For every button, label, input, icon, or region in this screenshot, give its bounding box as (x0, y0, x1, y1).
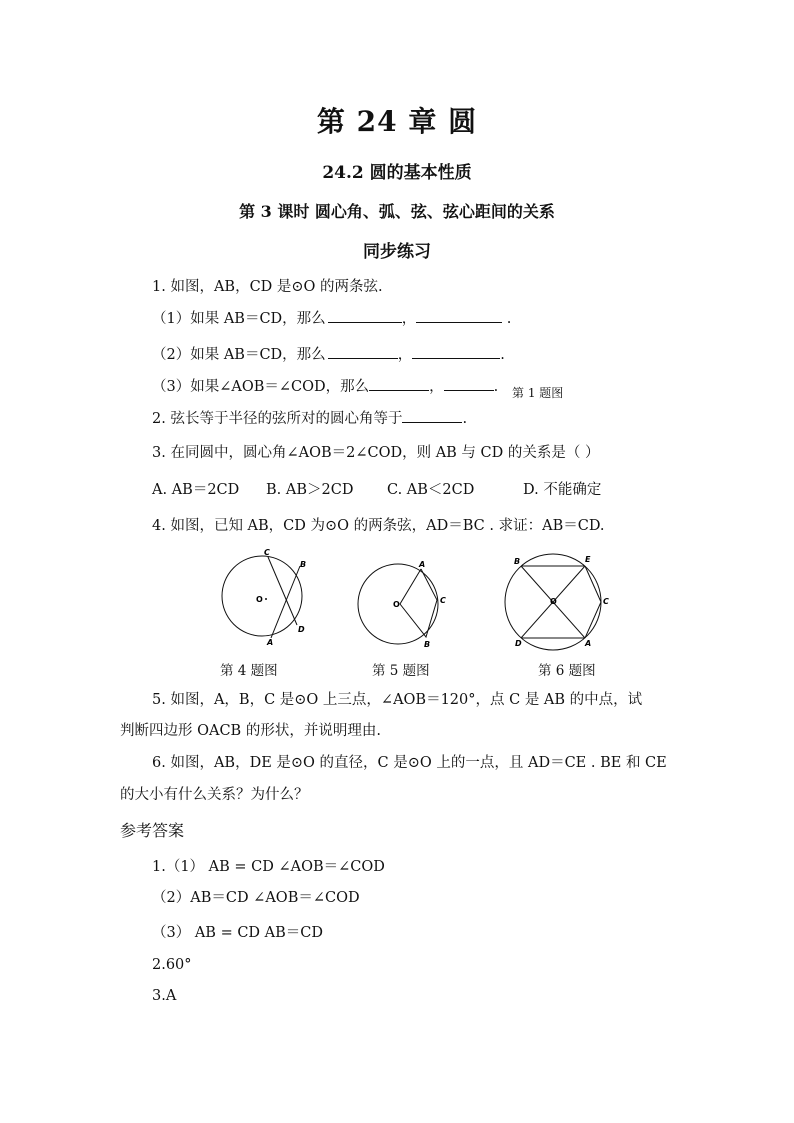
q1-stem: 1. 如图，AB，CD 是⊙O 的两条弦. (152, 279, 383, 295)
answer-1-part2: （2）AB＝CD ∠AOB＝∠COD (152, 890, 360, 906)
q6-line2: 的大小有什么关系？为什么？ (120, 787, 309, 803)
q5-line2: 判断四边形 OACB 的形状，并说明理由. (120, 723, 381, 739)
svg-text:E: E (585, 555, 591, 564)
q2-text: 2. 弦长等于半径的弦所对的圆心角等于 . (152, 408, 467, 429)
svg-text:A: A (585, 639, 592, 648)
q6-line1: 6. 如图，AB，DE 是⊙O 的直径，C 是⊙O 上的一点，且 AD＝CE . BE 和 CE (152, 755, 667, 771)
q3-option-d: D. 不能确定 (523, 482, 602, 498)
figure-6-side-ec (585, 566, 601, 602)
q1-part1: （1）如果 AB＝CD，那么 ， . (152, 308, 511, 329)
figure-4-chord-da (271, 566, 300, 638)
answers-heading: 参考答案 (120, 821, 185, 840)
figure-6-caption: 第 6 题图 (538, 663, 596, 679)
figure-6-side-ca (585, 602, 601, 638)
q1-part3: （3）如果∠AOB＝∠COD，那么 ， . (152, 376, 498, 397)
q3-option-b: B. AB＞2CD (266, 482, 354, 498)
figure-6 (499, 552, 609, 652)
answer-3: 3.A (152, 988, 177, 1004)
svg-text:B: B (514, 557, 521, 566)
svg-text:A: A (419, 560, 426, 569)
svg-text:O: O (550, 597, 557, 606)
answer-1-part3: （3） AB = CD AB＝CD (152, 925, 324, 941)
figure-4-caption: 第 4 题图 (220, 663, 278, 679)
q4-text: 4. 如图，已知 AB，CD 为⊙O 的两条弦，AD＝BC . 求证：AB＝CD. (152, 518, 605, 534)
lesson-title: 第 3 课时 圆心角、弧、弦、弦心距间的关系 (239, 202, 555, 221)
q3-option-a: A. AB＝2CD (152, 482, 240, 498)
svg-text:D: D (298, 625, 305, 634)
figure-4 (214, 546, 314, 646)
svg-text:B: B (424, 640, 431, 649)
section-title: 24.2 圆的基本性质 (322, 163, 472, 183)
answer-2: 2.60° (152, 957, 192, 973)
svg-text:B: B (300, 560, 307, 569)
svg-text:C: C (440, 596, 446, 605)
answer-1-part1: 1.（1） AB = CD ∠AOB＝∠COD (152, 859, 385, 875)
figure-5-caption: 第 5 题图 (372, 663, 430, 679)
q1-figure-caption: 第 1 题图 (512, 386, 564, 400)
svg-text:O: O (256, 595, 263, 604)
svg-text:C: C (264, 548, 270, 557)
svg-text:C: C (603, 597, 609, 606)
q3-option-c: C. AB＜2CD (387, 482, 475, 498)
exercise-kind: 同步练习 (363, 242, 431, 262)
svg-text:D: D (515, 639, 522, 648)
q5-line1: 5. 如图，A，B，C 是⊙O 上三点，∠AOB＝120°，点 C 是 AB 的中点，试 (152, 692, 643, 708)
figure-5 (353, 557, 453, 649)
chapter-title: 第 24 章 圆 (316, 105, 478, 138)
figure-4-chord-cb (268, 557, 297, 625)
svg-text:O: O (393, 600, 400, 609)
svg-text:A: A (267, 638, 274, 646)
q1-part2: （2）如果 AB＝CD，那么 ， . (152, 344, 505, 365)
q3-text: 3. 在同圆中，圆心角∠AOB＝2∠COD，则 AB 与 CD 的关系是（ ） (152, 445, 600, 461)
